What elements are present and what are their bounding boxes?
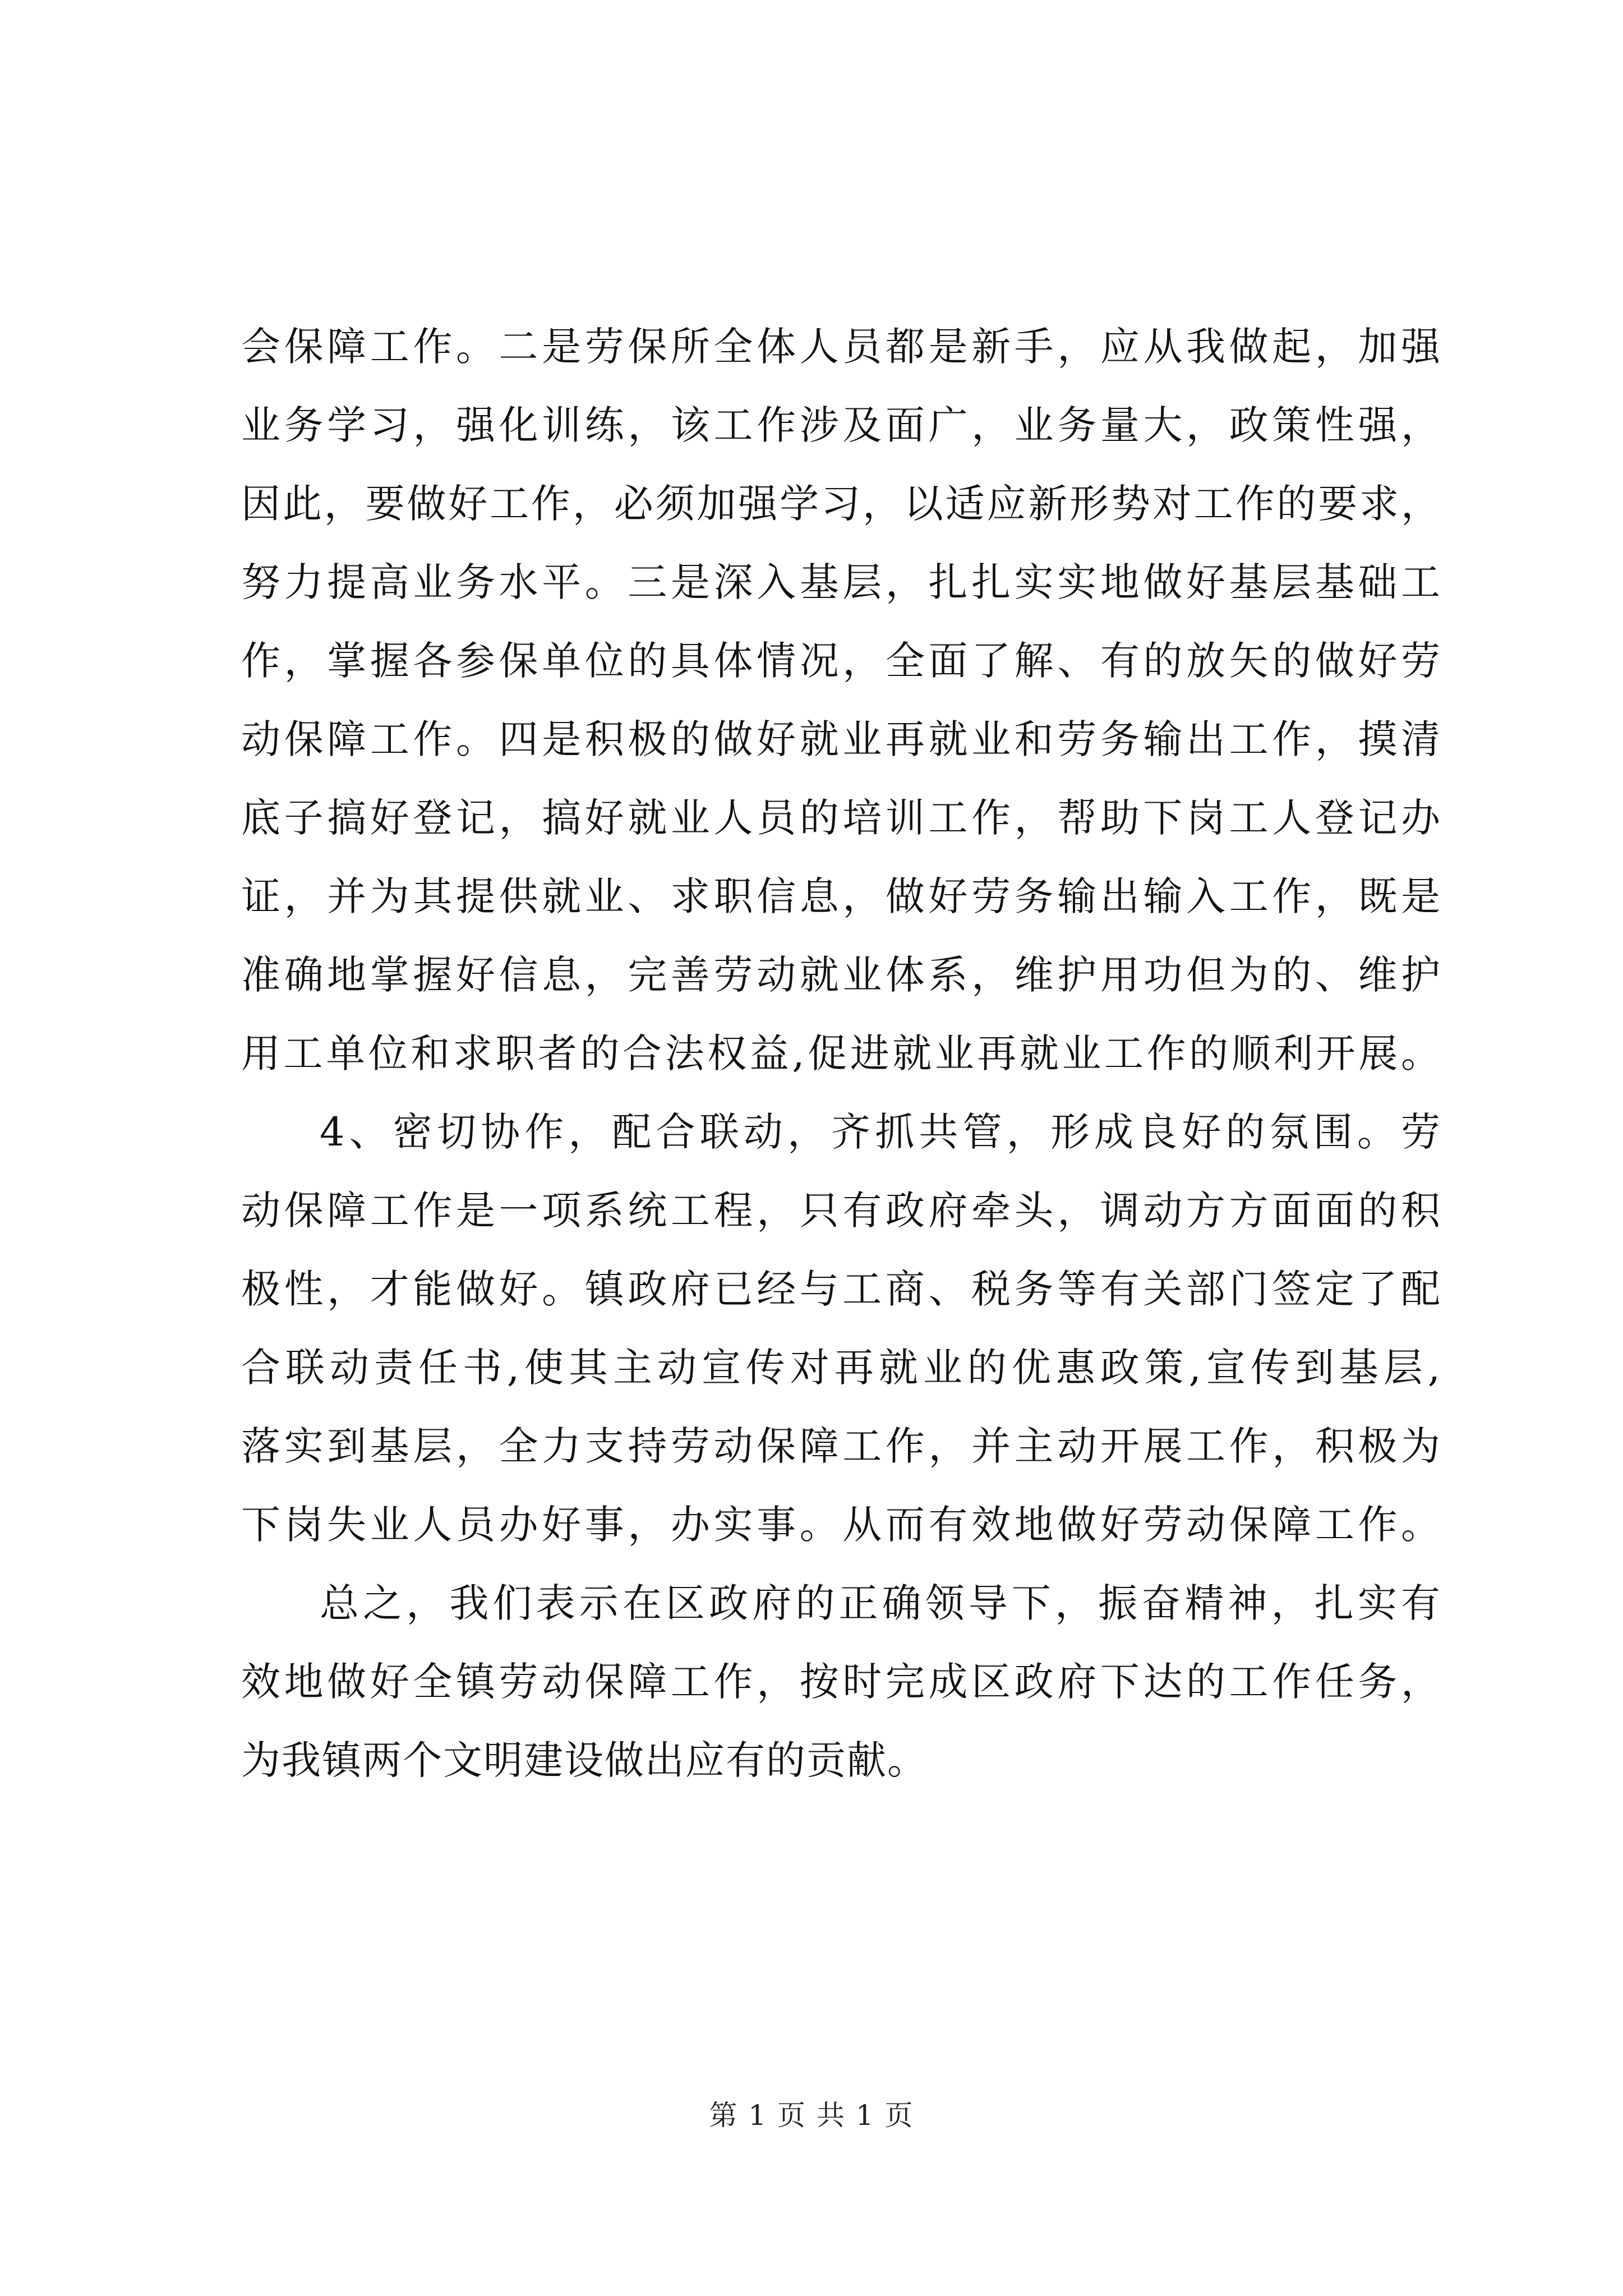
- text-line: 准确地掌握好信息，完善劳动就业体系，维护用功但为的、维护: [241, 952, 1441, 998]
- text-line: 极性，才能做好。镇政府已经与工商、税务等有关部门签定了配: [241, 1266, 1441, 1312]
- paragraph-first-line: 总之，我们表示在区政府的正确领导下，振奋精神，扎实有: [320, 1580, 1441, 1626]
- text-line: 动保障工作。四是积极的做好就业再就业和劳务输出工作，摸清: [241, 716, 1441, 762]
- text-line: 会保障工作。二是劳保所全体人员都是新手，应从我做起，加强: [241, 324, 1441, 370]
- page-number-footer: 第 1 页 共 1 页: [709, 2099, 914, 2132]
- text-line: 效地做好全镇劳动保障工作，按时完成区政府下达的工作任务，: [241, 1659, 1441, 1705]
- text-line: 努力提高业务水平。三是深入基层，扎扎实实地做好基层基础工: [241, 559, 1441, 605]
- text-line: 业务学习，强化训练，该工作涉及面广，业务量大，政策性强，: [241, 402, 1441, 448]
- text-line: 合联动责任书,使其主动宣传对再就业的优惠政策,宣传到基层,: [241, 1345, 1441, 1391]
- paragraph-first-line: 4、密切协作，配合联动，齐抓共管，形成良好的氛围。劳: [320, 1109, 1441, 1155]
- text-line: 底子搞好登记，搞好就业人员的培训工作，帮助下岗工人登记办: [241, 795, 1441, 841]
- text-line: 用工单位和求职者的合法权益,促进就业再就业工作的顺利开展。: [241, 1030, 1441, 1076]
- text-line: 证，并为其提供就业、求职信息，做好劳务输出输入工作，既是: [241, 873, 1441, 919]
- text-line: 下岗失业人员办好事，办实事。从而有效地做好劳动保障工作。: [241, 1502, 1441, 1548]
- text-line: 为我镇两个文明建设做出应有的贡献。: [241, 1737, 928, 1783]
- text-line: 因此，要做好工作，必须加强学习，以适应新形势对工作的要求，: [241, 481, 1441, 527]
- text-line: 落实到基层，全力支持劳动保障工作，并主动开展工作，积极为: [241, 1423, 1441, 1469]
- document-body: [241, 307, 1441, 1800]
- text-line: 动保障工作是一项系统工程，只有政府牵头，调动方方面面的积: [241, 1188, 1441, 1234]
- text-line: 作，掌握各参保单位的具体情况，全面了解、有的放矢的做好劳: [241, 638, 1441, 684]
